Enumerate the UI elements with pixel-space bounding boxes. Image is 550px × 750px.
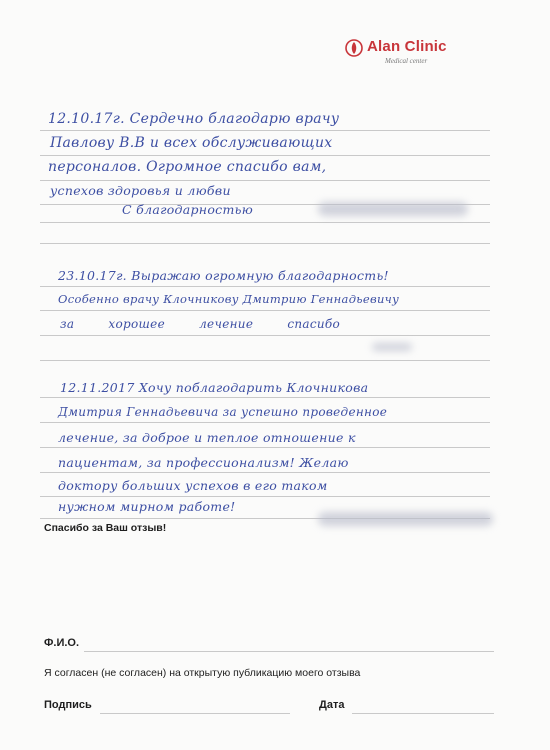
entry-1-line-4: успехов здоровья и любви (50, 183, 231, 198)
redacted-signature (318, 202, 468, 216)
ruled-line (40, 496, 490, 497)
entry-1-line-3: персоналов. Огромное спасибо вам, (48, 159, 327, 175)
ruled-line (40, 243, 490, 244)
ruled-line (40, 180, 490, 181)
ruled-line (40, 130, 490, 131)
ruled-line (40, 286, 490, 287)
ruled-line (40, 360, 490, 361)
thanks-caption: Спасибо за Ваш отзыв! (44, 522, 167, 534)
date-label: Дата (319, 699, 345, 711)
entry-3-line-2: Дмитрия Геннадьевича за успешно проведенное (58, 405, 388, 419)
ruled-line (40, 397, 490, 398)
signature-line (100, 713, 290, 714)
clinic-logo-icon (345, 39, 363, 57)
fio-line (84, 651, 494, 652)
clinic-name: Alan Clinic (367, 38, 447, 55)
signature-label: Подпись (44, 699, 92, 711)
ruled-line (40, 155, 490, 156)
entry-1-line-1: 12.10.17г. Сердечно благодарю врачу (48, 111, 340, 127)
consent-text: Я согласен (не согласен) на открытую публикацию моего отзыва (44, 667, 361, 679)
entry-2-line-3: за хорошее лечение спасибо (60, 317, 341, 331)
entry-3-line-5: доктору больших успехов в его таком (58, 478, 328, 493)
ruled-line (40, 422, 490, 423)
ruled-line (40, 222, 490, 223)
entry-3-line-4: пациентам, за профессионализм! Желаю (58, 455, 349, 470)
entry-2-line-1: 23.10.17г. Выражаю огромную благодарность! (58, 268, 389, 283)
clinic-logo (345, 38, 475, 74)
entry-2-line-2: Особенно врачу Клочникову Дмитрию Геннадьевичу (58, 292, 400, 306)
fio-label: Ф.И.О. (44, 637, 80, 649)
entry-3-line-1: 12.11.2017 Хочу поблагодарить Клочникова (60, 380, 369, 395)
date-line (352, 713, 494, 714)
clinic-subtitle: Medical center (385, 57, 428, 65)
redacted-signature (372, 343, 412, 351)
ruled-line (40, 335, 490, 336)
entry-3-line-6: нужном мирном работе! (58, 499, 236, 514)
entry-1-line-5: С благодарностью (122, 202, 254, 217)
entry-1-line-2: Павлову В.В и всех обслуживающих (50, 135, 333, 151)
ruled-line (40, 472, 490, 473)
redacted-signature (318, 512, 493, 526)
ruled-line (40, 310, 490, 311)
ruled-line (40, 447, 490, 448)
entry-3-line-3: лечение, за доброе и теплое отношение к (58, 430, 356, 445)
